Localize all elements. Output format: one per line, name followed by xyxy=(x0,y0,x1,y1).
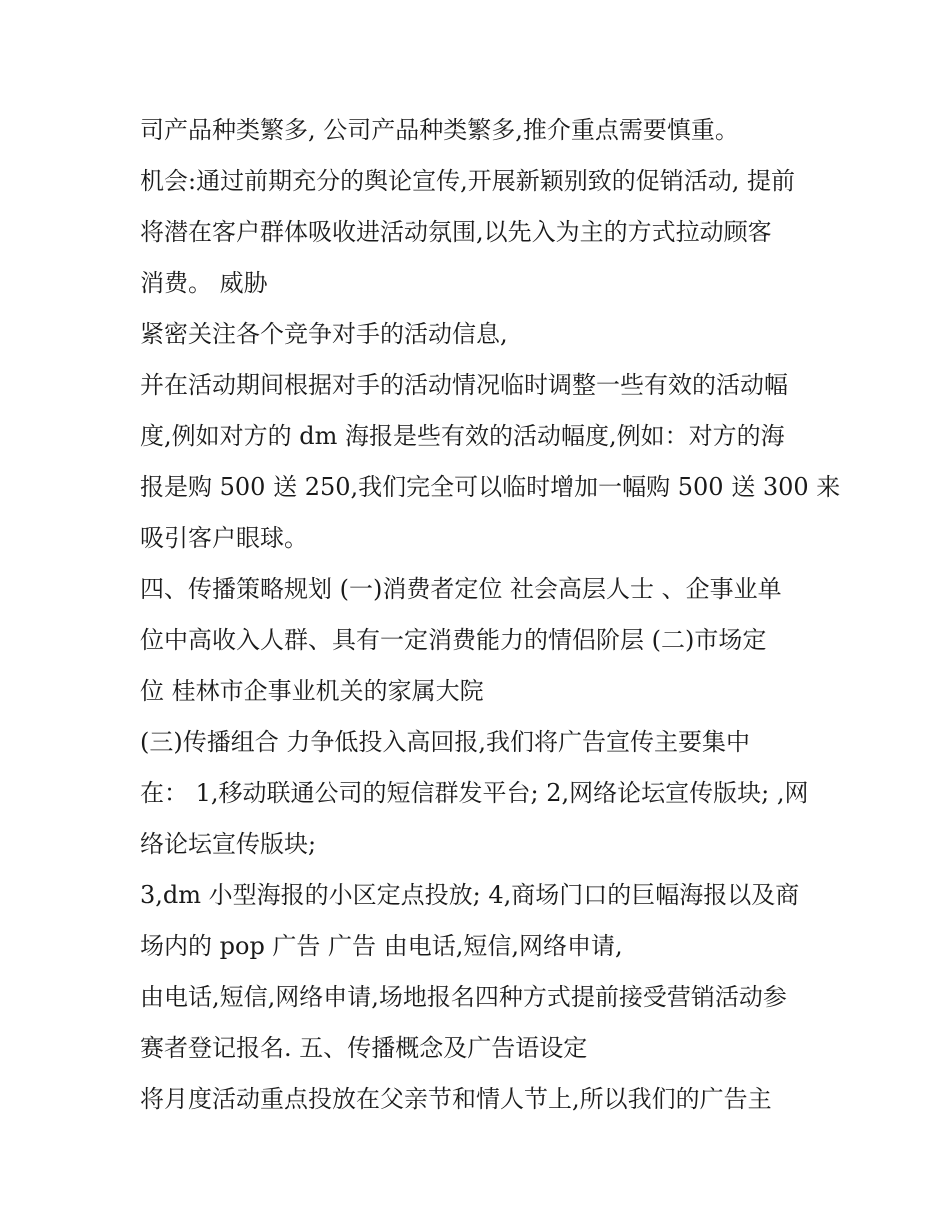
text-line: 位 桂林市企事业机关的家属大院 xyxy=(140,677,484,705)
text-line: (三)传播组合 力争低投入高回报,我们将广告宣传主要集中 xyxy=(140,728,750,756)
text-line: 四、传播策略规划 (一)消费者定位 社会高层人士 、企事业单 xyxy=(140,575,782,603)
body-text xyxy=(140,105,841,1125)
text-line: 3,dm 小型海报的小区定点投放; 4,商场门口的巨幅海报以及商 xyxy=(140,881,800,909)
text-line: 在： 1,移动联通公司的短信群发平台; 2,网络论坛宣传版块; ,网 xyxy=(140,779,809,807)
text-line: 消费。 威胁 xyxy=(140,269,268,297)
text-line: 赛者登记报名. 五、传播概念及广告语设定 xyxy=(140,1034,588,1062)
text-line: 络论坛宣传版块; xyxy=(140,830,317,858)
text-line: 并在活动期间根据对手的活动情况临时调整一些有效的活动幅 xyxy=(140,371,788,399)
text-line: 将月度活动重点投放在父亲节和情人节上,所以我们的广告主 xyxy=(140,1085,772,1113)
text-line: 报是购 500 送 250,我们完全可以临时增加一幅购 500 送 300 来 xyxy=(140,473,841,501)
text-line: 紧密关注各个竞争对手的活动信息, xyxy=(140,320,508,348)
text-line: 将潜在客户群体吸收进活动氛围,以先入为主的方式拉动顾客 xyxy=(140,218,772,246)
text-line: 司产品种类繁多, 公司产品种类繁多,推介重点需要慎重。 xyxy=(140,116,739,144)
text-line: 由电话,短信,网络申请,场地报名四种方式提前接受营销活动参 xyxy=(140,983,787,1011)
text-line: 机会:通过前期充分的舆论宣传,开展新颖别致的促销活动, 提前 xyxy=(140,167,795,195)
text-line: 场内的 pop 广告 广告 由电话,短信,网络申请, xyxy=(140,932,623,960)
text-line: 位中高收入人群、具有一定消费能力的情侣阶层 (二)市场定 xyxy=(140,626,767,654)
text-line: 度,例如对方的 dm 海报是些有效的活动幅度,例如：对方的海 xyxy=(140,422,785,450)
text-line: 吸引客户眼球。 xyxy=(140,524,308,552)
